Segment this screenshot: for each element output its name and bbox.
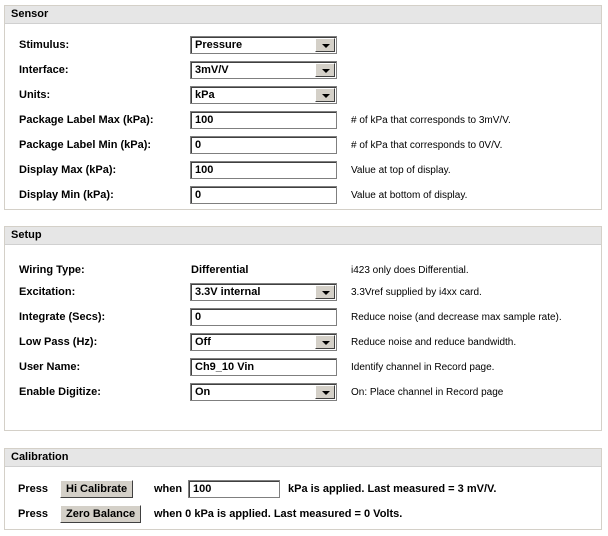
zero-balance-suffix: when 0 kPa is applied. Last measured = 0 Volts. xyxy=(154,508,403,520)
interface-row xyxy=(5,61,601,81)
units-value: kPa xyxy=(195,89,215,101)
stimulus-label: Stimulus: xyxy=(19,39,70,51)
chevron-down-icon[interactable] xyxy=(315,88,335,102)
digitize-label: Enable Digitize: xyxy=(19,386,101,398)
calibration-panel xyxy=(4,448,602,530)
digitize-value: On xyxy=(195,386,211,398)
hi-calibrate-button[interactable]: Hi Calibrate xyxy=(60,480,133,498)
interface-label: Interface: xyxy=(19,64,69,76)
pkg-min-label: Package Label Min (kPa): xyxy=(19,139,152,151)
disp-min-desc: Value at bottom of display. xyxy=(351,190,468,201)
press-text: Press xyxy=(18,483,48,495)
pkg-max-row xyxy=(5,111,601,131)
chevron-down-icon[interactable] xyxy=(315,63,335,77)
chevron-down-icon[interactable] xyxy=(315,385,335,399)
units-select[interactable] xyxy=(190,86,337,104)
pkg-max-input[interactable] xyxy=(190,111,337,129)
username-desc: Identify channel in Record page. xyxy=(351,362,495,373)
pkg-min-input[interactable] xyxy=(190,136,337,154)
when-text: when xyxy=(154,483,183,495)
stimulus-row xyxy=(5,36,601,56)
hi-calibrate-suffix: kPa is applied. Last measured = 3 mV/V. xyxy=(288,483,497,495)
chevron-down-icon[interactable] xyxy=(315,285,335,299)
stimulus-select[interactable] xyxy=(190,36,337,54)
lowpass-desc: Reduce noise and reduce bandwidth. xyxy=(351,337,517,348)
sensor-panel xyxy=(4,5,602,210)
username-row xyxy=(5,358,601,378)
wiring-label: Wiring Type: xyxy=(19,264,85,276)
disp-max-desc: Value at top of display. xyxy=(351,165,451,176)
excitation-row xyxy=(5,283,601,303)
sensor-header: Sensor xyxy=(5,6,601,24)
wiring-desc: i423 only does Differential. xyxy=(351,265,469,276)
digitize-select[interactable] xyxy=(190,383,337,401)
disp-min-input[interactable] xyxy=(190,186,337,204)
username-label: User Name: xyxy=(19,361,81,373)
stimulus-value: Pressure xyxy=(195,39,243,51)
wiring-row xyxy=(5,261,601,281)
lowpass-select[interactable] xyxy=(190,333,337,351)
digitize-desc: On: Place channel in Record page xyxy=(351,387,504,398)
excitation-select[interactable] xyxy=(190,283,337,301)
disp-max-row xyxy=(5,161,601,181)
wiring-value: Differential xyxy=(191,264,249,276)
pkg-min-desc: # of kPa that corresponds to 0V/V. xyxy=(351,140,503,151)
username-input[interactable] xyxy=(190,358,337,376)
units-label: Units: xyxy=(19,89,51,101)
chevron-down-icon[interactable] xyxy=(315,38,335,52)
calibration-header: Calibration xyxy=(5,449,601,467)
integrate-row xyxy=(5,308,601,328)
disp-max-label: Display Max (kPa): xyxy=(19,164,117,176)
excitation-value: 3.3V internal xyxy=(195,286,261,298)
pkg-min-row xyxy=(5,136,601,156)
interface-value: 3mV/V xyxy=(195,64,229,76)
pkg-max-label: Package Label Max (kPa): xyxy=(19,114,154,126)
interface-select[interactable] xyxy=(190,61,337,79)
disp-min-row xyxy=(5,186,601,206)
lowpass-value: Off xyxy=(195,336,211,348)
disp-min-label: Display Min (kPa): xyxy=(19,189,114,201)
lowpass-row xyxy=(5,333,601,353)
zero-balance-button[interactable]: Zero Balance xyxy=(60,505,141,523)
setup-header: Setup xyxy=(5,227,601,245)
pkg-max-desc: # of kPa that corresponds to 3mV/V. xyxy=(351,115,511,126)
integrate-input[interactable] xyxy=(190,308,337,326)
chevron-down-icon[interactable] xyxy=(315,335,335,349)
setup-panel xyxy=(4,226,602,431)
press-text: Press xyxy=(18,508,48,520)
hi-calibrate-input[interactable] xyxy=(188,480,280,498)
digitize-row xyxy=(5,383,601,403)
disp-max-input[interactable] xyxy=(190,161,337,179)
excitation-label: Excitation: xyxy=(19,286,76,298)
excitation-desc: 3.3Vref supplied by i4xx card. xyxy=(351,287,482,298)
integrate-label: Integrate (Secs): xyxy=(19,311,106,323)
lowpass-label: Low Pass (Hz): xyxy=(19,336,98,348)
units-row xyxy=(5,86,601,106)
integrate-desc: Reduce noise (and decrease max sample rate). xyxy=(351,312,562,323)
